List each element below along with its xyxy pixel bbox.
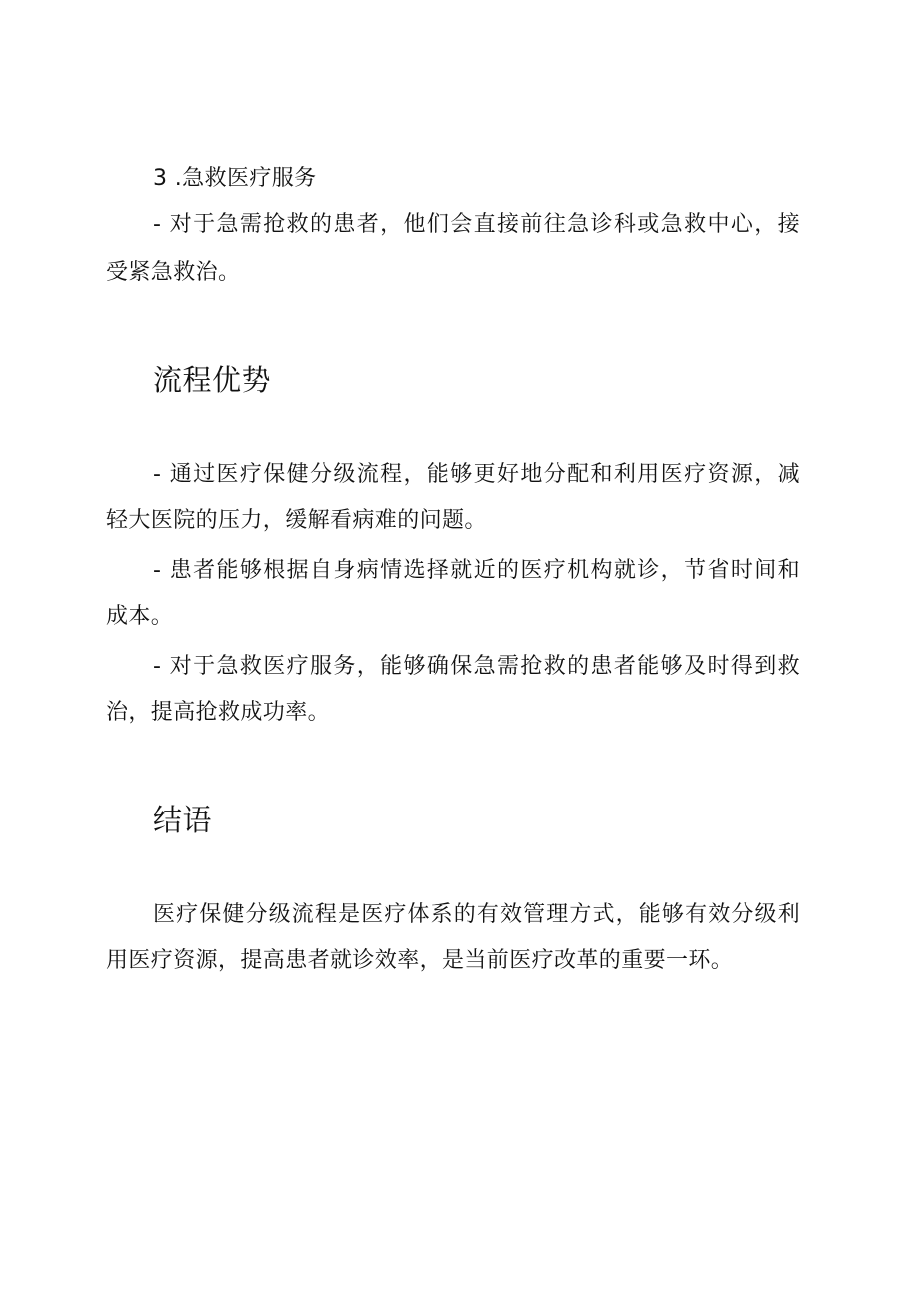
section-3-item-1-line-2: 受紧急救治。 <box>106 260 241 285</box>
conclusion-paragraph-line-1: 医疗保健分级流程是医疗体系的有效管理方式，能够有效分级利 <box>153 902 800 927</box>
advantages-item-1-line-1: - 通过医疗保健分级流程，能够更好地分配和利用医疗资源，减 <box>153 462 800 487</box>
section-3-title: 3 .急救医疗服务 <box>153 166 317 191</box>
conclusion-heading: 结语 <box>153 803 213 837</box>
advantages-heading: 流程优势 <box>153 363 272 397</box>
advantages-item-2-line-2: 成本。 <box>106 604 174 629</box>
advantages-item-3-line-1: - 对于急救医疗服务，能够确保急需抢救的患者能够及时得到救 <box>153 654 800 679</box>
advantages-item-3-line-2: 治，提高抢救成功率。 <box>106 700 331 725</box>
advantages-item-1-line-2: 轻大医院的压力，缓解看病难的问题。 <box>106 508 487 533</box>
conclusion-paragraph-line-2: 用医疗资源，提高患者就诊效率，是当前医疗改革的重要一环。 <box>106 948 734 973</box>
advantages-item-2-line-1: - 患者能够根据自身病情选择就近的医疗机构就诊，节省时间和 <box>153 558 800 583</box>
section-3-item-1-line-1: - 对于急需抢救的患者，他们会直接前往急诊科或急救中心，接 <box>153 212 800 237</box>
